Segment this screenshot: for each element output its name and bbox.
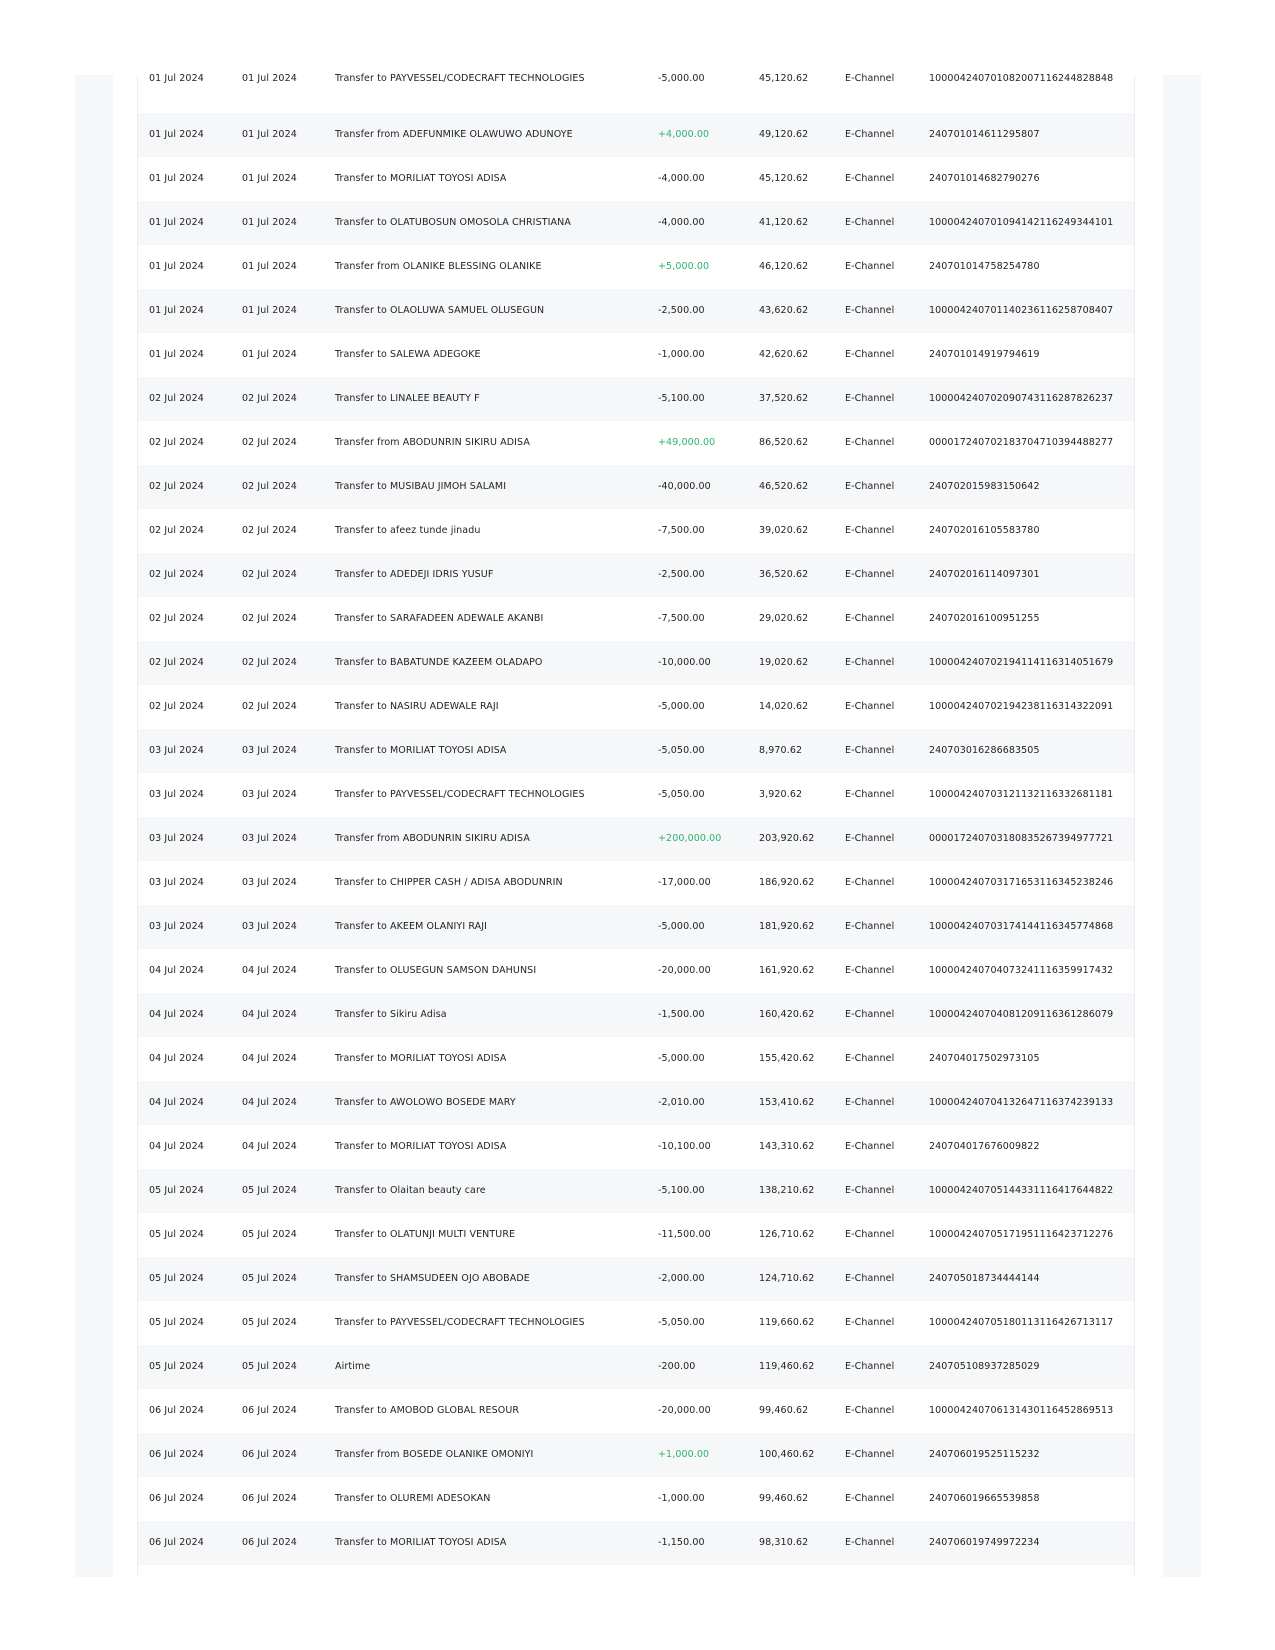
- transaction-channel: E-Channel: [845, 613, 895, 624]
- transaction-channel: E-Channel: [845, 1273, 895, 1284]
- value-date: 02 Jul 2024: [242, 481, 297, 492]
- transaction-amount: -5,050.00: [658, 1317, 705, 1328]
- transaction-date: 02 Jul 2024: [149, 393, 204, 404]
- transaction-date: 01 Jul 2024: [149, 261, 204, 272]
- running-balance: 160,420.62: [759, 1009, 815, 1020]
- running-balance: 37,520.62: [759, 393, 809, 404]
- transaction-date: 01 Jul 2024: [149, 349, 204, 360]
- value-date: 01 Jul 2024: [242, 261, 297, 272]
- transaction-description: Transfer to CHIPPER CASH / ADISA ABODUNRIN: [335, 877, 563, 888]
- transaction-reference: 240702016105583780: [929, 525, 1040, 536]
- running-balance: 161,920.62: [759, 965, 815, 976]
- table-row: [138, 729, 1134, 773]
- transaction-reference: 240704017676009822: [929, 1141, 1040, 1152]
- transaction-channel: E-Channel: [845, 1009, 895, 1020]
- running-balance: 14,020.62: [759, 701, 809, 712]
- transaction-channel: E-Channel: [845, 129, 895, 140]
- transaction-channel: E-Channel: [845, 701, 895, 712]
- table-row: [138, 1257, 1134, 1301]
- transaction-description: Transfer to OLUSEGUN SAMSON DAHUNSI: [335, 965, 537, 976]
- transaction-channel: E-Channel: [845, 73, 895, 84]
- transaction-reference: 100004240704073241116359917432: [929, 965, 1114, 976]
- running-balance: 29,020.62: [759, 613, 809, 624]
- running-balance: 126,710.62: [759, 1229, 815, 1240]
- transaction-amount: -5,000.00: [658, 1053, 705, 1064]
- transaction-description: Transfer to ADEDEJI IDRIS YUSUF: [335, 569, 494, 580]
- transaction-description: Transfer from OLANIKE BLESSING OLANIKE: [335, 261, 542, 272]
- running-balance: 99,460.62: [759, 1405, 809, 1416]
- running-balance: 8,970.62: [759, 745, 803, 756]
- transaction-reference: 240701014758254780: [929, 261, 1040, 272]
- transaction-channel: E-Channel: [845, 1185, 895, 1196]
- transaction-amount: +4,000.00: [658, 129, 710, 140]
- transaction-amount: -40,000.00: [658, 481, 711, 492]
- transaction-channel: E-Channel: [845, 921, 895, 932]
- transaction-amount: -5,000.00: [658, 921, 705, 932]
- running-balance: 45,120.62: [759, 73, 809, 84]
- table-row: [138, 773, 1134, 817]
- value-date: 01 Jul 2024: [242, 129, 297, 140]
- transaction-channel: E-Channel: [845, 173, 895, 184]
- running-balance: 36,520.62: [759, 569, 809, 580]
- transaction-description: Transfer to AMOBOD GLOBAL RESOUR: [335, 1405, 520, 1416]
- transaction-date: 06 Jul 2024: [149, 1405, 204, 1416]
- transaction-date: 03 Jul 2024: [149, 789, 204, 800]
- value-date: 03 Jul 2024: [242, 789, 297, 800]
- table-row: [138, 1125, 1134, 1169]
- transaction-amount: +49,000.00: [658, 437, 716, 448]
- transaction-description: Transfer from ABODUNRIN SIKIRU ADISA: [335, 437, 530, 448]
- statement-page: [137, 75, 1135, 1577]
- transaction-date: 06 Jul 2024: [149, 1537, 204, 1548]
- transaction-date: 05 Jul 2024: [149, 1361, 204, 1372]
- value-date: 01 Jul 2024: [242, 349, 297, 360]
- running-balance: 99,460.62: [759, 1493, 809, 1504]
- transaction-reference: 100004240705144331116417644822: [929, 1185, 1114, 1196]
- transaction-reference: 100004240702194238116314322091: [929, 701, 1114, 712]
- transaction-date: 01 Jul 2024: [149, 173, 204, 184]
- transaction-reference: 100004240702194114116314051679: [929, 657, 1114, 668]
- transaction-date: 05 Jul 2024: [149, 1273, 204, 1284]
- value-date: 01 Jul 2024: [242, 73, 297, 84]
- table-row: [138, 1345, 1134, 1389]
- transaction-amount: -5,050.00: [658, 745, 705, 756]
- transaction-date: 02 Jul 2024: [149, 657, 204, 668]
- transaction-channel: E-Channel: [845, 437, 895, 448]
- transaction-channel: E-Channel: [845, 481, 895, 492]
- transaction-date: 01 Jul 2024: [149, 305, 204, 316]
- transaction-amount: -7,500.00: [658, 525, 705, 536]
- transaction-channel: E-Channel: [845, 1053, 895, 1064]
- transaction-description: Transfer to PAYVESSEL/CODECRAFT TECHNOLOGIES: [335, 789, 585, 800]
- transaction-date: 04 Jul 2024: [149, 965, 204, 976]
- transaction-reference: 100004240701094142116249344101: [929, 217, 1114, 228]
- transaction-date: 04 Jul 2024: [149, 1009, 204, 1020]
- value-date: 02 Jul 2024: [242, 613, 297, 624]
- transaction-description: Transfer to NASIRU ADEWALE RAJI: [335, 701, 499, 712]
- transaction-amount: -11,500.00: [658, 1229, 711, 1240]
- transaction-description: Transfer from ADEFUNMIKE OLAWUWO ADUNOYE: [335, 129, 573, 140]
- transaction-amount: +1,000.00: [658, 1449, 710, 1460]
- transaction-date: 03 Jul 2024: [149, 833, 204, 844]
- table-row: [138, 817, 1134, 861]
- transaction-description: Transfer to Sikiru Adisa: [335, 1009, 447, 1020]
- left-margin-strip: [75, 75, 113, 1577]
- transaction-amount: -20,000.00: [658, 1405, 711, 1416]
- table-row: [138, 597, 1134, 641]
- transaction-channel: E-Channel: [845, 789, 895, 800]
- transaction-description: Transfer to MUSIBAU JIMOH SALAMI: [335, 481, 507, 492]
- value-date: 04 Jul 2024: [242, 1141, 297, 1152]
- transaction-description: Transfer to PAYVESSEL/CODECRAFT TECHNOLOGIES: [335, 1317, 585, 1328]
- transaction-reference: 240706019525115232: [929, 1449, 1040, 1460]
- transaction-channel: E-Channel: [845, 261, 895, 272]
- transaction-reference: 240702016114097301: [929, 569, 1040, 580]
- table-row: [138, 289, 1134, 333]
- table-row: [138, 245, 1134, 289]
- table-row: [138, 1301, 1134, 1345]
- transaction-channel: E-Channel: [845, 745, 895, 756]
- transaction-date: 05 Jul 2024: [149, 1317, 204, 1328]
- transaction-channel: E-Channel: [845, 1493, 895, 1504]
- value-date: 04 Jul 2024: [242, 965, 297, 976]
- transaction-date: 02 Jul 2024: [149, 613, 204, 624]
- running-balance: 186,920.62: [759, 877, 815, 888]
- table-row: [138, 905, 1134, 949]
- table-row: [138, 1433, 1134, 1477]
- table-row: [138, 201, 1134, 245]
- running-balance: 49,120.62: [759, 129, 809, 140]
- running-balance: 43,620.62: [759, 305, 809, 316]
- transaction-description: Transfer to MORILIAT TOYOSI ADISA: [335, 1053, 507, 1064]
- transaction-description: Transfer to BABATUNDE KAZEEM OLADAPO: [335, 657, 543, 668]
- value-date: 01 Jul 2024: [242, 217, 297, 228]
- transaction-amount: -5,100.00: [658, 1185, 705, 1196]
- table-row: [138, 993, 1134, 1037]
- transaction-description: Transfer to SARAFADEEN ADEWALE AKANBI: [335, 613, 544, 624]
- value-date: 01 Jul 2024: [242, 173, 297, 184]
- transaction-reference: 100004240702090743116287826237: [929, 393, 1114, 404]
- transaction-channel: E-Channel: [845, 833, 895, 844]
- value-date: 04 Jul 2024: [242, 1097, 297, 1108]
- running-balance: 41,120.62: [759, 217, 809, 228]
- transaction-reference: 240703016286683505: [929, 745, 1040, 756]
- transaction-reference: 100004240703174144116345774868: [929, 921, 1114, 932]
- right-margin-strip: [1163, 75, 1201, 1577]
- transaction-amount: -1,000.00: [658, 349, 705, 360]
- transaction-amount: -4,000.00: [658, 173, 705, 184]
- transaction-amount: -5,050.00: [658, 789, 705, 800]
- transaction-reference: 100004240705180113116426713117: [929, 1317, 1114, 1328]
- transaction-date: 02 Jul 2024: [149, 701, 204, 712]
- transaction-channel: E-Channel: [845, 1229, 895, 1240]
- transaction-reference: 240704017502973105: [929, 1053, 1040, 1064]
- value-date: 05 Jul 2024: [242, 1273, 297, 1284]
- value-date: 04 Jul 2024: [242, 1009, 297, 1020]
- transaction-date: 03 Jul 2024: [149, 877, 204, 888]
- transaction-reference: 100004240705171951116423712276: [929, 1229, 1114, 1240]
- value-date: 03 Jul 2024: [242, 833, 297, 844]
- running-balance: 181,920.62: [759, 921, 815, 932]
- transaction-reference: 240701014682790276: [929, 173, 1040, 184]
- table-row: [138, 1037, 1134, 1081]
- value-date: 03 Jul 2024: [242, 745, 297, 756]
- transaction-amount: -10,000.00: [658, 657, 711, 668]
- transaction-description: Transfer to SALEWA ADEGOKE: [335, 349, 481, 360]
- transaction-reference: 100004240701140236116258708407: [929, 305, 1114, 316]
- table-row: [138, 69, 1134, 113]
- transaction-reference: 100004240703171653116345238246: [929, 877, 1114, 888]
- transaction-description: Transfer to OLATUBOSUN OMOSOLA CHRISTIANA: [335, 217, 571, 228]
- table-row: [138, 113, 1134, 157]
- transaction-channel: E-Channel: [845, 217, 895, 228]
- transaction-date: 01 Jul 2024: [149, 217, 204, 228]
- transaction-reference: 240705018734444144: [929, 1273, 1040, 1284]
- table-row: [138, 641, 1134, 685]
- transaction-amount: -1,500.00: [658, 1009, 705, 1020]
- transaction-description: Transfer from BOSEDE OLANIKE OMONIYI: [335, 1449, 534, 1460]
- table-row: [138, 377, 1134, 421]
- transaction-reference: 240702015983150642: [929, 481, 1040, 492]
- transaction-description: Transfer to OLATUNJI MULTI VENTURE: [335, 1229, 516, 1240]
- transaction-reference: 240701014611295807: [929, 129, 1040, 140]
- transaction-amount: -4,000.00: [658, 217, 705, 228]
- table-row: [138, 949, 1134, 993]
- transaction-amount: -7,500.00: [658, 613, 705, 624]
- value-date: 04 Jul 2024: [242, 1053, 297, 1064]
- running-balance: 138,210.62: [759, 1185, 815, 1196]
- transaction-channel: E-Channel: [845, 525, 895, 536]
- transaction-description: Transfer to MORILIAT TOYOSI ADISA: [335, 173, 507, 184]
- value-date: 05 Jul 2024: [242, 1185, 297, 1196]
- value-date: 06 Jul 2024: [242, 1493, 297, 1504]
- transaction-reference: 100004240701082007116244828848: [929, 73, 1114, 84]
- transaction-date: 01 Jul 2024: [149, 129, 204, 140]
- transaction-channel: E-Channel: [845, 1405, 895, 1416]
- transaction-channel: E-Channel: [845, 1537, 895, 1548]
- table-row: [138, 509, 1134, 553]
- transaction-date: 02 Jul 2024: [149, 525, 204, 536]
- table-row: [138, 1081, 1134, 1125]
- running-balance: 143,310.62: [759, 1141, 815, 1152]
- transaction-amount: -17,000.00: [658, 877, 711, 888]
- value-date: 03 Jul 2024: [242, 877, 297, 888]
- transaction-channel: E-Channel: [845, 877, 895, 888]
- transaction-date: 05 Jul 2024: [149, 1185, 204, 1196]
- transaction-description: Transfer to PAYVESSEL/CODECRAFT TECHNOLOGIES: [335, 73, 585, 84]
- transaction-amount: -5,100.00: [658, 393, 705, 404]
- transaction-channel: E-Channel: [845, 569, 895, 580]
- value-date: 02 Jul 2024: [242, 701, 297, 712]
- value-date: 06 Jul 2024: [242, 1405, 297, 1416]
- transaction-amount: -20,000.00: [658, 965, 711, 976]
- value-date: 05 Jul 2024: [242, 1361, 297, 1372]
- table-row: [138, 1521, 1134, 1565]
- table-row: [138, 333, 1134, 377]
- running-balance: 45,120.62: [759, 173, 809, 184]
- value-date: 03 Jul 2024: [242, 921, 297, 932]
- table-row: [138, 1213, 1134, 1257]
- transaction-reference: 240706019749972234: [929, 1537, 1040, 1548]
- transaction-reference: 100004240703121132116332681181: [929, 789, 1114, 800]
- transaction-date: 06 Jul 2024: [149, 1449, 204, 1460]
- transaction-reference: 240705108937285029: [929, 1361, 1040, 1372]
- value-date: 01 Jul 2024: [242, 305, 297, 316]
- transaction-date: 06 Jul 2024: [149, 1493, 204, 1504]
- transaction-channel: E-Channel: [845, 965, 895, 976]
- transaction-table: [138, 75, 1134, 1565]
- value-date: 02 Jul 2024: [242, 393, 297, 404]
- transaction-amount: +200,000.00: [658, 833, 722, 844]
- running-balance: 86,520.62: [759, 437, 809, 448]
- transaction-reference: 100004240704081209116361286079: [929, 1009, 1114, 1020]
- table-row: [138, 421, 1134, 465]
- value-date: 05 Jul 2024: [242, 1229, 297, 1240]
- transaction-date: 03 Jul 2024: [149, 921, 204, 932]
- table-row: [138, 553, 1134, 597]
- transaction-amount: -10,100.00: [658, 1141, 711, 1152]
- running-balance: 203,920.62: [759, 833, 815, 844]
- transaction-reference: 000017240702183704710394488277: [929, 437, 1114, 448]
- running-balance: 119,660.62: [759, 1317, 815, 1328]
- table-row: [138, 1389, 1134, 1433]
- transaction-date: 05 Jul 2024: [149, 1229, 204, 1240]
- transaction-description: Transfer to SHAMSUDEEN OJO ABOBADE: [335, 1273, 530, 1284]
- transaction-amount: -1,150.00: [658, 1537, 705, 1548]
- transaction-description: Transfer to OLUREMI ADESOKAN: [335, 1493, 491, 1504]
- transaction-channel: E-Channel: [845, 1141, 895, 1152]
- transaction-amount: -2,500.00: [658, 569, 705, 580]
- table-row: [138, 157, 1134, 201]
- running-balance: 100,460.62: [759, 1449, 815, 1460]
- running-balance: 124,710.62: [759, 1273, 815, 1284]
- transaction-reference: 240702016100951255: [929, 613, 1040, 624]
- running-balance: 46,520.62: [759, 481, 809, 492]
- transaction-reference: 000017240703180835267394977721: [929, 833, 1114, 844]
- transaction-channel: E-Channel: [845, 305, 895, 316]
- transaction-amount: -2,500.00: [658, 305, 705, 316]
- table-row: [138, 861, 1134, 905]
- transaction-amount: -1,000.00: [658, 1493, 705, 1504]
- transaction-reference: 100004240706131430116452869513: [929, 1405, 1114, 1416]
- table-row: [138, 1169, 1134, 1213]
- transaction-date: 04 Jul 2024: [149, 1141, 204, 1152]
- running-balance: 42,620.62: [759, 349, 809, 360]
- transaction-channel: E-Channel: [845, 393, 895, 404]
- value-date: 06 Jul 2024: [242, 1449, 297, 1460]
- transaction-amount: -200.00: [658, 1361, 696, 1372]
- transaction-amount: +5,000.00: [658, 261, 710, 272]
- transaction-description: Transfer to LINALEE BEAUTY F: [335, 393, 480, 404]
- transaction-reference: 240701014919794619: [929, 349, 1040, 360]
- value-date: 06 Jul 2024: [242, 1537, 297, 1548]
- running-balance: 119,460.62: [759, 1361, 815, 1372]
- table-row: [138, 685, 1134, 729]
- transaction-amount: -5,000.00: [658, 701, 705, 712]
- value-date: 02 Jul 2024: [242, 569, 297, 580]
- transaction-date: 02 Jul 2024: [149, 437, 204, 448]
- transaction-description: Transfer to afeez tunde jinadu: [335, 525, 481, 536]
- transaction-channel: E-Channel: [845, 1097, 895, 1108]
- value-date: 02 Jul 2024: [242, 525, 297, 536]
- transaction-reference: 240706019665539858: [929, 1493, 1040, 1504]
- transaction-date: 03 Jul 2024: [149, 745, 204, 756]
- transaction-channel: E-Channel: [845, 1449, 895, 1460]
- transaction-channel: E-Channel: [845, 657, 895, 668]
- transaction-description: Transfer to AWOLOWO BOSEDE MARY: [335, 1097, 516, 1108]
- transaction-reference: 100004240704132647116374239133: [929, 1097, 1114, 1108]
- transaction-description: Transfer to MORILIAT TOYOSI ADISA: [335, 1537, 507, 1548]
- running-balance: 46,120.62: [759, 261, 809, 272]
- transaction-amount: -2,000.00: [658, 1273, 705, 1284]
- transaction-date: 04 Jul 2024: [149, 1053, 204, 1064]
- transaction-date: 02 Jul 2024: [149, 481, 204, 492]
- running-balance: 98,310.62: [759, 1537, 809, 1548]
- running-balance: 155,420.62: [759, 1053, 815, 1064]
- transaction-date: 02 Jul 2024: [149, 569, 204, 580]
- transaction-channel: E-Channel: [845, 1361, 895, 1372]
- value-date: 05 Jul 2024: [242, 1317, 297, 1328]
- transaction-channel: E-Channel: [845, 349, 895, 360]
- running-balance: 3,920.62: [759, 789, 803, 800]
- transaction-description: Transfer to MORILIAT TOYOSI ADISA: [335, 745, 507, 756]
- transaction-description: Airtime: [335, 1361, 371, 1372]
- running-balance: 153,410.62: [759, 1097, 815, 1108]
- transaction-description: Transfer to Olaitan beauty care: [335, 1185, 486, 1196]
- transaction-description: Transfer to AKEEM OLANIYI RAJI: [335, 921, 488, 932]
- table-row: [138, 465, 1134, 509]
- transaction-amount: -5,000.00: [658, 73, 705, 84]
- value-date: 02 Jul 2024: [242, 437, 297, 448]
- running-balance: 39,020.62: [759, 525, 809, 536]
- value-date: 02 Jul 2024: [242, 657, 297, 668]
- transaction-description: Transfer from ABODUNRIN SIKIRU ADISA: [335, 833, 530, 844]
- transaction-date: 01 Jul 2024: [149, 73, 204, 84]
- transaction-description: Transfer to MORILIAT TOYOSI ADISA: [335, 1141, 507, 1152]
- table-row: [138, 1477, 1134, 1521]
- transaction-date: 04 Jul 2024: [149, 1097, 204, 1108]
- transaction-channel: E-Channel: [845, 1317, 895, 1328]
- running-balance: 19,020.62: [759, 657, 809, 668]
- transaction-description: Transfer to OLAOLUWA SAMUEL OLUSEGUN: [335, 305, 545, 316]
- transaction-amount: -2,010.00: [658, 1097, 705, 1108]
